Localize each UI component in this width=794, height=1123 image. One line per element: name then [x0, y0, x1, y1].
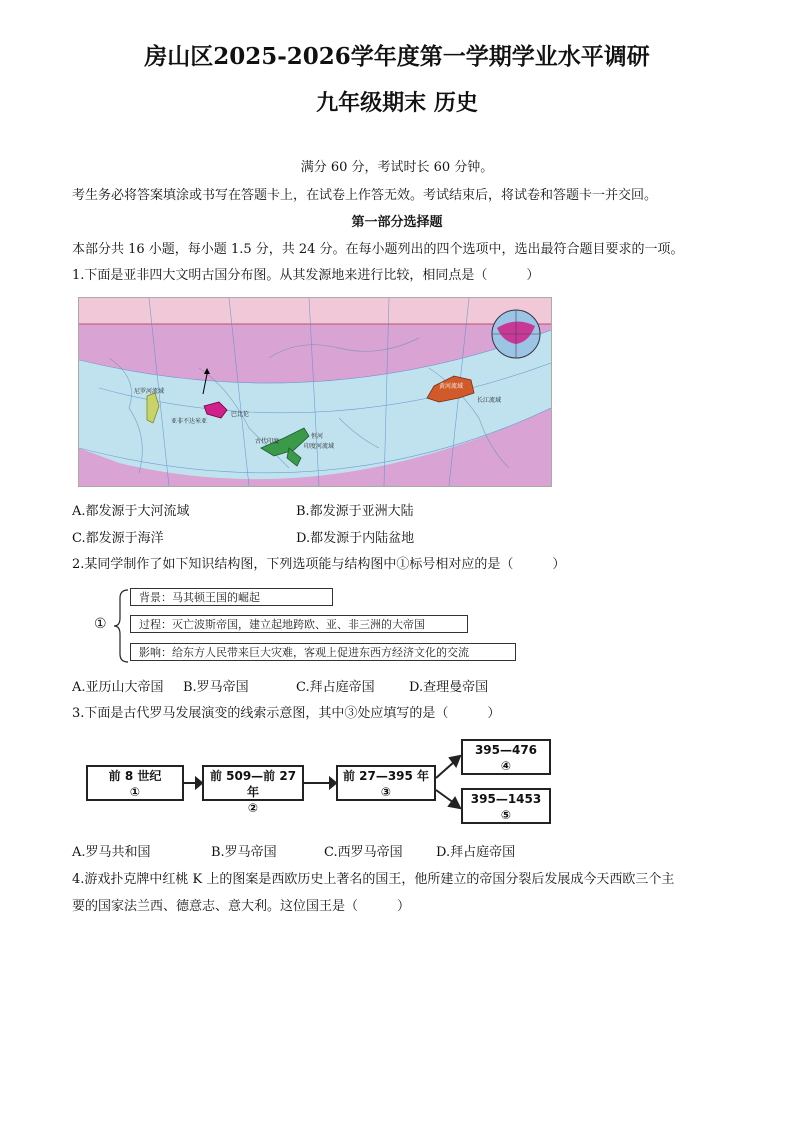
flow-box-5: 395—1453 ⑤	[461, 788, 551, 824]
structure-box-impact: 影响：给东方人民带来巨大灾难，客观上促进东西方经济文化的交流	[130, 643, 516, 661]
flow-box-2: 前 509—前 27 年 ②	[202, 765, 304, 801]
q1-stem: 1.下面是亚非四大文明古国分布图。从其发源地来进行比较，相同点是（ ）	[72, 268, 540, 283]
structure-marker: ①	[94, 616, 107, 632]
map-label-india: 古代印度	[255, 438, 280, 445]
instructions: 考生务必将答案填涂或书写在答题卡上，在试卷上作答无效。考试结束后，将试卷和答题卡一并交回。	[72, 188, 658, 203]
map-label-yellow: 黄河流域	[439, 383, 464, 390]
q4-stem-line1: 4.游戏扑克牌中红桃 K 上的图案是西欧历史上著名的国王，他所建立的帝国分裂后发展成今天西欧三个主	[72, 872, 675, 887]
q3-option-b[interactable]: B.罗马帝国	[211, 845, 277, 860]
map-label-ganga: 恒河	[311, 433, 324, 440]
structure-box-process: 过程：灭亡波斯帝国，建立起地跨欧、亚、非三洲的大帝国	[130, 615, 468, 633]
map-label-yangtze: 长江流域	[477, 397, 502, 404]
q1-option-c[interactable]: C.都发源于海洋	[72, 531, 164, 546]
flow-box-3: 前 27—395 年 ③	[336, 765, 436, 801]
q3-option-a[interactable]: A.罗马共和国	[72, 845, 151, 860]
q3-option-d[interactable]: D.拜占庭帝国	[436, 845, 516, 860]
map-svg	[79, 298, 551, 486]
q2-option-d[interactable]: D.查理曼帝国	[409, 680, 489, 695]
q2-option-a[interactable]: A.亚历山大帝国	[72, 680, 164, 695]
page-title: 房山区2025-2026学年度第一学期学业水平调研	[144, 43, 650, 70]
section-heading: 第一部分选择题	[351, 215, 443, 230]
map-label-babylon: 巴比伦	[231, 411, 250, 418]
score-time: 满分 60 分，考试时长 60 分钟。	[300, 160, 494, 175]
structure-box-background: 背景：马其顿王国的崛起	[130, 588, 333, 606]
brace-icon	[112, 588, 132, 664]
page-subtitle: 九年级期末 历史	[316, 90, 478, 116]
flow-box-4: 395—476 ④	[461, 739, 551, 775]
flow-box-1: 前 8 世纪 ①	[86, 765, 184, 801]
map-label-mesopotamia: 亚非不达米亚	[171, 418, 208, 425]
map-label-indus: 印度河流域	[304, 443, 335, 450]
q3-stem: 3.下面是古代罗马发展演变的线索示意图，其中③处应填写的是（ ）	[72, 706, 501, 721]
q1-option-d[interactable]: D.都发源于内陆盆地	[296, 531, 415, 546]
q4-stem-line2: 要的国家法兰西、德意志、意大利。这位国王是（ ）	[72, 899, 411, 914]
q3-option-c[interactable]: C.西罗马帝国	[324, 845, 403, 860]
q1-option-b[interactable]: B.都发源于亚洲大陆	[296, 504, 414, 519]
q2-stem: 2.某同学制作了如下知识结构图，下列选项能与结构图中①标号相对应的是（ ）	[72, 557, 566, 572]
civilization-map	[78, 297, 552, 487]
q2-option-b[interactable]: B.罗马帝国	[183, 680, 249, 695]
q2-option-c[interactable]: C.拜占庭帝国	[296, 680, 375, 695]
q1-option-a[interactable]: A.都发源于大河流域	[72, 504, 190, 519]
map-label-nile: 尼罗河流域	[134, 388, 165, 395]
section-note: 本部分共 16 小题，每小题 1.5 分，共 24 分。在每小题列出的四个选项中，选出最符合题目要求的一项。	[72, 242, 684, 257]
